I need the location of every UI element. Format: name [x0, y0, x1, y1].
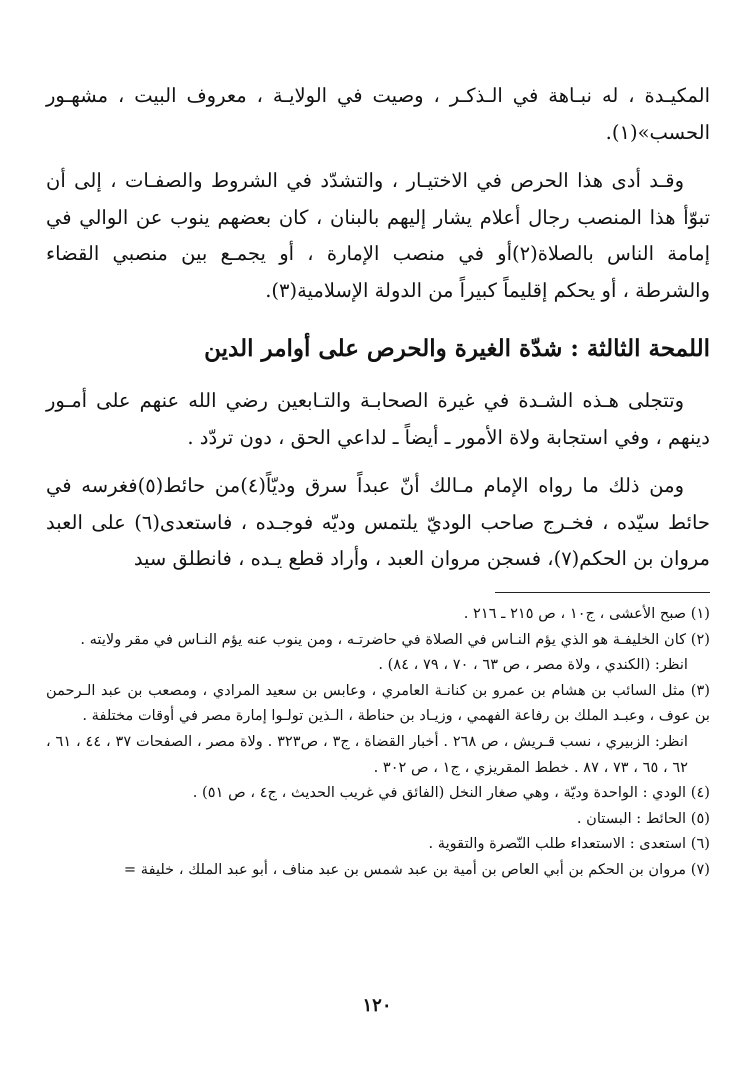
section-heading: اللمحة الثالثة : شدّة الغيرة والحرص على أوامر الدين — [204, 335, 710, 362]
footnote-2-citation: انظر: (الكندي ، ولاة مصر ، ص ٦٣ ، ٧٠ ، ٧٩ ، ٨٤) . — [378, 656, 688, 674]
footnote-3-citation: انظر: الزبيري ، نسب قـريش ، ص ٢٦٨ . أخبار القضاة ، ج٣ ، ص٣٢٣ . ولاة مصر ، الصفحات ٣٧ ، ٤٤ ، ٦١ ، ٦٢ ، ٦٥ ، ٧٣ ، ٨٧ . خطط المقريزي ، ج١ ، ص ٣٠٢ . — [46, 732, 688, 776]
paragraph-1: المكيـدة ، له نبـاهة في الـذكـر ، وصيت في الولايـة ، معروف البيت ، مشهـور الحسب»(١). — [46, 84, 710, 144]
footnote-6: (٦) استعدى : الاستعداء طلب النّصرة والتقوية . — [428, 835, 710, 853]
footnote-4: (٤) الودي : الواحدة وديّة ، وهي صغار النخل (الفائق في غريب الحديث ، ج٤ ، ص ٥١) . — [192, 784, 710, 802]
main-text — [46, 78, 710, 590]
paragraph-3: وتتجلى هـذه الشـدة في غيرة الصحابـة والتـابعين رضي الله عنهم على أمـور دينهم ، وفي استجابة ولاة الأمور ـ أيضاً ـ لداعي الحق ، دون تردّد . — [46, 389, 710, 449]
page-number: ١٢٠ — [362, 995, 392, 1016]
footnote-1: (١) صبح الأعشى ، ج١٠ ، ص ٢١٥ ـ ٢١٦ . — [463, 605, 710, 622]
footnote-7: (٧) مروان بن الحكم بن أبي العاص بن أمية بن عبد شمس بن عبد مناف ، أبو عبد الملك ، خليفة = — [123, 860, 710, 878]
paragraph-4: ومن ذلك ما رواه الإمام مـالك أنّ عبداً سرق وديّاً(٤)من حائط(٥)فغرسه في حائط سيّده ، فخـرج صاحب الوديّ يلتمس وديّه فوجـده ، فاستعدى(٦) على العبد مروان بن الحكم(٧)، فسجن مروان العبد ، وأراد قطع يـده ، فانطلق سيد — [46, 474, 710, 570]
paragraph-2: وقـد أدى هذا الحرص في الاختيـار ، والتشدّد في الشروط والصفـات ، إلى أن تبوّأ هذا المنصب رجال أعلام يشار إليهم بالبنان ، كان بعضهم ينوب عن الوالي في إمامة الناس بالصلاة(٢)أو في منصب الإمارة ، أو يجمـع بين منصبي القضاء والشرطة ، أو يحكم إقليماً كبيراً من الدولة الإسلامية(٣). — [46, 169, 710, 302]
footnote-2: (٢) كان الخليفـة هو الذي يؤم النـاس في الصلاة في حاضرتـه ، ومن ينوب عنه يؤم النـاس في مقر ولايته . — [80, 630, 710, 648]
footnotes — [46, 601, 710, 883]
footnote-5: (٥) الحائط : البستان . — [576, 809, 710, 827]
footnote-separator — [495, 592, 710, 593]
footnote-3: (٣) مثل السائب بن هشام بن عمرو بن كنانـة العامري ، وعابس بن سعيد المرادي ، ومصعب بن عبد الـرحمن بن عوف ، وعبـد الملك بن رفاعة الفهمي ، وزيـاد بن حناطة ، الـذين تولـوا إمارة مصر في أوقات مختلفة . — [46, 681, 710, 725]
